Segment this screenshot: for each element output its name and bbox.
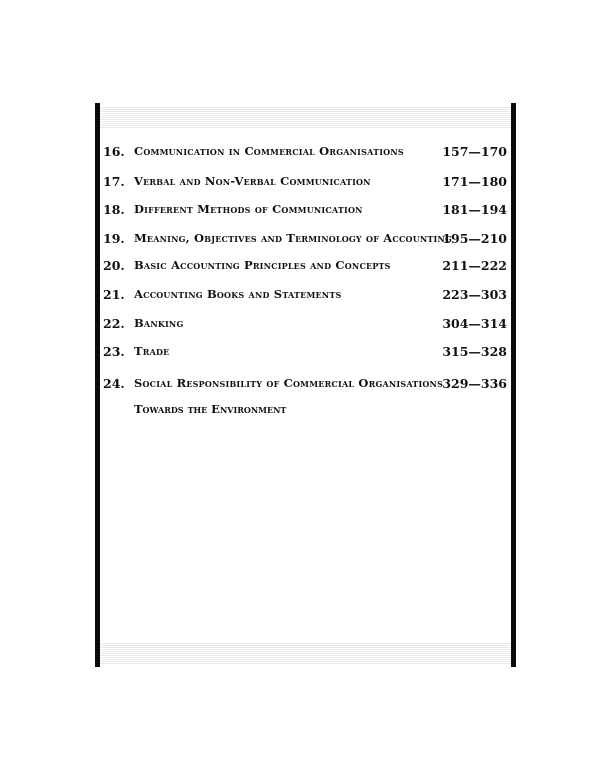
entry-number: 19. bbox=[103, 231, 125, 246]
toc-entry bbox=[103, 316, 515, 336]
entry-pages: 304—314 bbox=[442, 316, 507, 331]
toc-entry bbox=[103, 144, 515, 164]
toc-entry bbox=[103, 202, 515, 222]
entry-pages: 329—336 bbox=[442, 376, 507, 391]
entry-pages: 195—210 bbox=[442, 231, 507, 246]
entry-number: 18. bbox=[103, 202, 125, 217]
entry-title: Different Methods of Communication bbox=[134, 202, 363, 216]
entry-pages: 315—328 bbox=[442, 344, 507, 359]
entry-pages: 211—222 bbox=[442, 258, 507, 273]
entry-title: Trade bbox=[134, 344, 170, 358]
toc-entry bbox=[103, 258, 515, 278]
entry-number: 17. bbox=[103, 174, 125, 189]
entry-title: Banking bbox=[134, 316, 184, 330]
toc-entry bbox=[103, 174, 515, 194]
entry-pages: 157—170 bbox=[442, 144, 507, 159]
entry-pages: 181—194 bbox=[442, 202, 507, 217]
toc-entry bbox=[103, 376, 515, 422]
toc-entry bbox=[103, 287, 515, 307]
entry-title: Accounting Books and Statements bbox=[134, 287, 342, 301]
entry-title: Meaning, Objectives and Terminology of Accounting bbox=[134, 231, 453, 245]
top-decorative-band bbox=[100, 107, 511, 129]
entry-title: Verbal and Non-Verbal Communication bbox=[134, 174, 371, 188]
entry-pages: 171—180 bbox=[442, 174, 507, 189]
left-frame-bar bbox=[95, 103, 100, 667]
bottom-decorative-band bbox=[100, 643, 511, 665]
entry-number: 16. bbox=[103, 144, 125, 159]
entry-pages: 223—303 bbox=[442, 287, 507, 302]
entry-title: Basic Accounting Principles and Concepts bbox=[134, 258, 391, 272]
toc-entry bbox=[103, 231, 515, 251]
entry-number: 21. bbox=[103, 287, 125, 302]
entry-number: 20. bbox=[103, 258, 125, 273]
toc-entry bbox=[103, 344, 515, 364]
entry-title: Social Responsibility of Commercial Organisations bbox=[134, 376, 444, 390]
entry-number: 22. bbox=[103, 316, 125, 331]
entry-number: 23. bbox=[103, 344, 125, 359]
entry-title-continuation: Towards the Environment bbox=[134, 402, 287, 416]
entry-title: Communication in Commercial Organisations bbox=[134, 144, 404, 158]
entry-number: 24. bbox=[103, 376, 125, 391]
